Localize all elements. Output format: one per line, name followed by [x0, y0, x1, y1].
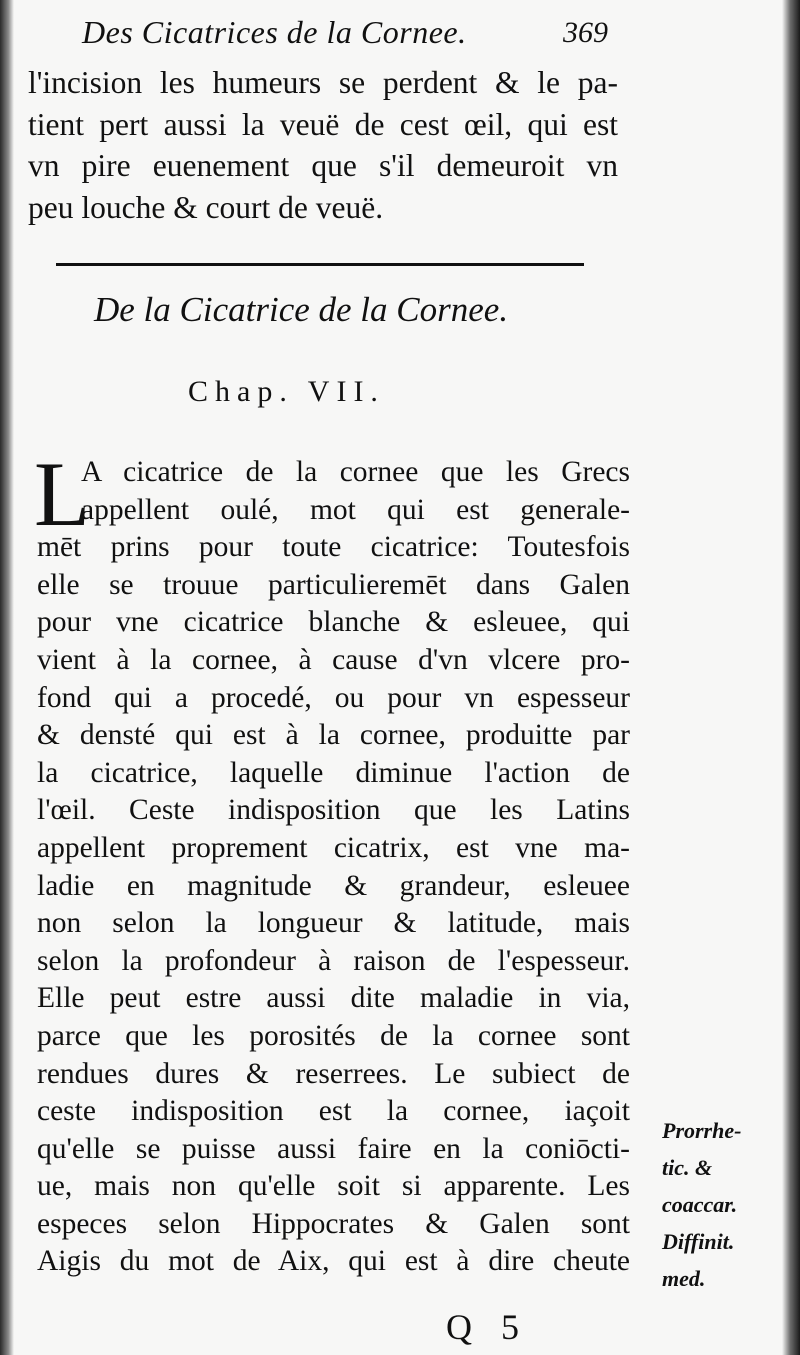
body-line: mēt prins pour toute cicatrice: Toutesfois: [37, 531, 630, 564]
running-head: [82, 14, 608, 60]
continued-text-block: [28, 62, 618, 228]
body-line: selon la profondeur à raison de l'espesseur.: [37, 944, 630, 977]
text-line: tient pert aussi la veuë de cest œil, qui est: [28, 106, 618, 142]
body-line: ceste indisposition est la cornee, iaçoit: [37, 1095, 630, 1128]
body-line: Aigis du mot de Aix, qui est à dire cheute: [37, 1245, 630, 1278]
body-line: qu'elle se puisse aussi faire en la coniōcti-: [37, 1132, 630, 1165]
body-line: elle se trouue particulieremēt dans Galen: [37, 568, 630, 601]
body-line: la cicatrice, laquelle diminue l'action de: [37, 756, 630, 789]
page-left-edge-shadow: [0, 0, 14, 1355]
body-line: rendues dures & reserrees. Le subiect de: [37, 1057, 630, 1090]
text-line: l'incision les humeurs se perdent & le pa-: [28, 65, 618, 100]
body-line: ue, mais non qu'elle soit si apparente. Les: [37, 1170, 630, 1203]
margin-note-line: med.: [662, 1266, 706, 1291]
body-line: ladie en magnitude & grandeur, esleuee: [37, 869, 630, 902]
body-line: non selon la longueur & latitude, mais: [37, 907, 630, 940]
body-line: pour vne cicatrice blanche & esleuee, qui: [37, 606, 630, 639]
page-number: 369: [563, 16, 608, 49]
body-line: especes selon Hippocrates & Galen sont: [37, 1207, 630, 1240]
body-line: l'œil. Ceste indisposition que les Latins: [37, 794, 630, 827]
body-line: appellent proprement cicatrix, est vne ma-: [37, 831, 630, 864]
text-line: vn pire euenement que s'il demeuroit vn: [28, 148, 618, 183]
margin-note-line: tic. &: [662, 1155, 713, 1180]
margin-notes: [662, 1112, 790, 1297]
body-line: vient à la cornee, à cause d'vn vlcere pro-: [37, 643, 630, 676]
section-divider-rule: [56, 263, 584, 266]
body-line: parce que les porosités de la cornee sont: [37, 1019, 630, 1052]
signature-mark: Q 5: [446, 1307, 529, 1347]
text-line: peu louche & court de veuë.: [28, 189, 384, 225]
margin-note-line: coaccar.: [662, 1192, 738, 1217]
chapter-body-text: [37, 454, 630, 1281]
body-line: & densté qui est à la cornee, produitte par: [37, 719, 630, 752]
drop-cap-initial: L: [34, 443, 91, 545]
body-line: appellent oulé, mot qui est generale-: [81, 493, 630, 526]
margin-note-line: Prorrhe-: [662, 1118, 742, 1143]
running-head-title: Des Cicatrices de la Cornee.: [82, 14, 467, 50]
chapter-heading: Chap. VII.: [188, 375, 385, 408]
section-title: De la Cicatrice de la Cornee.: [94, 290, 509, 329]
body-line: A cicatrice de la cornee que les Grecs: [81, 456, 630, 488]
body-line: Elle peut estre aussi dite maladie in via,: [37, 982, 630, 1015]
margin-note-line: Diffinit.: [662, 1229, 735, 1254]
body-line: fond qui a procedé, ou pour vn espesseur: [37, 681, 630, 714]
